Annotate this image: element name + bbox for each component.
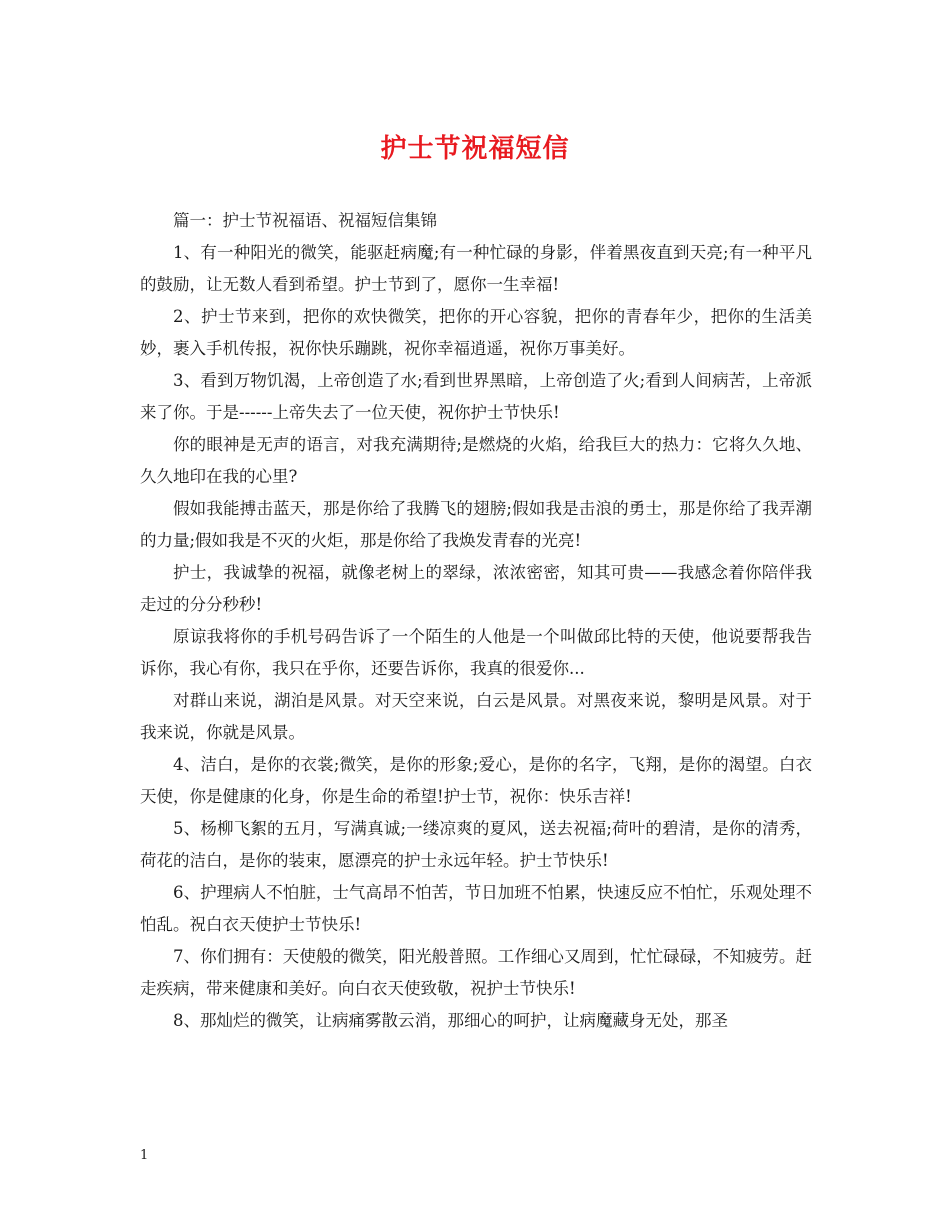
paragraph: 8、那灿烂的微笑，让病痛雾散云消，那细心的呵护，让病魔藏身无处，那圣 [173,1011,728,1030]
paragraph: 你的眼神是无声的语言，对我充满期待;是燃烧的火焰，给我巨大的热力：它将久久地、久久地印在我的心里? [140,435,812,486]
paragraph: 6、护理病人不怕脏，士气高昂不怕苦，节日加班不怕累，快速反应不怕忙，乐观处理不怕乱。祝白衣天使护士节快乐! [140,883,812,934]
paragraph: 1、有一种阳光的微笑，能驱赶病魔;有一种忙碌的身影，伴着黑夜直到天亮;有一种平凡的鼓励，让无数人看到希望。护士节到了，愿你一生幸福! [140,243,812,294]
paragraph: 4、洁白，是你的衣裳;微笑，是你的形象;爱心，是你的名字，飞翔，是你的渴望。白衣天使，你是健康的化身，你是生命的希望!护士节，祝你：快乐吉祥! [140,755,812,806]
paragraph: 护士，我诚挚的祝福，就像老树上的翠绿，浓浓密密，知其可贵——我感念着你陪伴我走过的分分秒秒! [140,563,812,614]
paragraph: 5、杨柳飞絮的五月，写满真诚;一缕凉爽的夏风，送去祝福;荷叶的碧清，是你的清秀，荷花的洁白，是你的装束，愿漂亮的护士永远年轻。护士节快乐! [140,819,812,870]
section-heading: 篇一：护士节祝福语、祝福短信集锦 [173,211,437,230]
paragraph: 原谅我将你的手机号码告诉了一个陌生的人他是一个叫做邱比特的天使，他说要帮我告诉你，我心有你，我只在乎你，还要告诉你，我真的很爱你... [140,627,812,678]
paragraph: 3、看到万物饥渴，上帝创造了水;看到世界黑暗，上帝创造了火;看到人间病苦，上帝派来了你。于是------上帝失去了一位天使，祝你护士节快乐! [140,371,812,422]
page-number: 1 [140,1148,149,1163]
paragraph: 7、你们拥有：天使般的微笑，阳光般普照。工作细心又周到，忙忙碌碌，不知疲劳。赶走疾病，带来健康和美好。向白衣天使致敬，祝护士节快乐! [140,947,812,998]
paragraph: 假如我能搏击蓝天，那是你给了我腾飞的翅膀;假如我是击浪的勇士，那是你给了我弄潮的力量;假如我是不灭的火炬，那是你给了我焕发青春的光亮! [140,499,812,550]
paragraph: 2、护士节来到，把你的欢快微笑，把你的开心容貌，把你的青春年少，把你的生活美妙，裹入手机传报，祝你快乐蹦跳，祝你幸福逍遥，祝你万事美好。 [140,307,812,358]
document-title: 护士节祝福短信 [380,134,570,164]
document-body [140,205,812,1037]
paragraph: 对群山来说，湖泊是风景。对天空来说，白云是风景。对黑夜来说，黎明是风景。对于我来说，你就是风景。 [140,691,812,742]
